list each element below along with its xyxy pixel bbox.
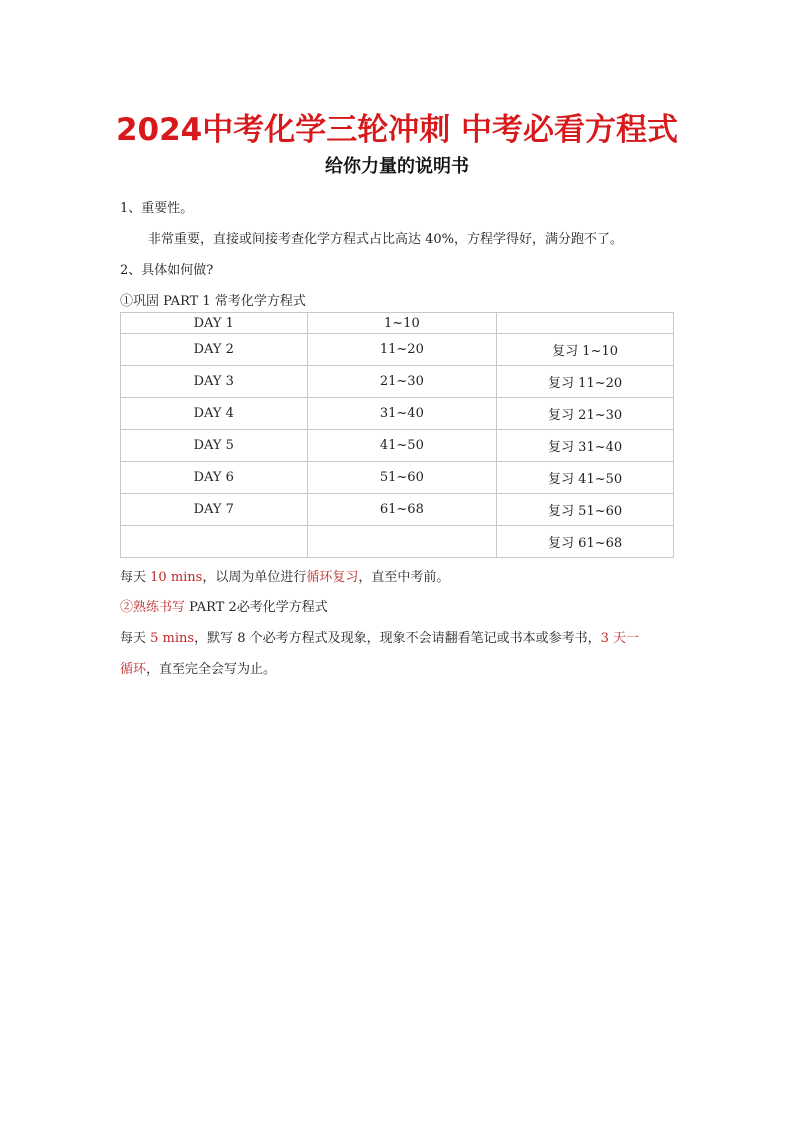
table-row <box>121 313 674 334</box>
part2-number: ② <box>120 600 134 615</box>
table-cell-day: DAY 2 <box>121 334 308 366</box>
part2-note-text: 每天 <box>120 631 151 646</box>
section1-body: 非常重要，直接或间接考查化学方程式占比高达 40%，方程学得好，满分跑不了。 <box>148 232 624 247</box>
daily-note-highlight: 循环复习 <box>306 570 359 585</box>
part2-note-line2 <box>120 658 276 677</box>
table-cell-range: 31~40 <box>307 398 497 430</box>
section2-heading: 2、具体如何做? <box>120 263 214 278</box>
daily-note-text: ，直至中考前。 <box>358 570 450 585</box>
part2-highlight: 熟练书写 <box>133 600 186 615</box>
part2-note-duration: 5 mins <box>150 631 195 646</box>
table-cell-range <box>307 526 497 558</box>
table-cell-review: 复习 11~20 <box>497 366 674 398</box>
table-cell-range: 21~30 <box>307 366 497 398</box>
table-cell-day: DAY 5 <box>121 430 308 462</box>
part2-note-text: ，直至完全会写为止。 <box>146 662 277 677</box>
table-row <box>121 462 674 494</box>
table-row <box>121 494 674 526</box>
table-cell-review: 复习 51~60 <box>497 494 674 526</box>
daily-note-duration: 10 mins <box>150 570 203 585</box>
part2-note-cycle-end: 循环 <box>120 662 147 677</box>
table-row <box>121 366 674 398</box>
part2-note-line1 <box>120 627 639 646</box>
table-cell-day: DAY 7 <box>121 494 308 526</box>
table-row <box>121 334 674 366</box>
table-cell-day: DAY 6 <box>121 462 308 494</box>
table-cell-review: 复习 61~68 <box>497 526 674 558</box>
table-cell-range: 11~20 <box>307 334 497 366</box>
table-row <box>121 526 674 558</box>
table-cell-review: 复习 1~10 <box>497 334 674 366</box>
table-row <box>121 430 674 462</box>
table-cell-review <box>497 313 674 334</box>
table-cell-range: 1~10 <box>307 313 497 334</box>
table-cell-range: 61~68 <box>307 494 497 526</box>
table-cell-range: 41~50 <box>307 430 497 462</box>
table-cell-day: DAY 4 <box>121 398 308 430</box>
part2-note-text: ，默写 8 个必考方程式及现象，现象不会请翻看笔记或书本或参考书， <box>194 631 601 646</box>
page-subtitle: 给你力量的说明书 <box>325 156 469 177</box>
table-cell-review: 复习 21~30 <box>497 398 674 430</box>
part2-note-cycle: 3 天一 <box>600 631 640 646</box>
daily-note-text: ，以周为单位进行 <box>202 570 307 585</box>
table-cell-day: DAY 1 <box>121 313 308 334</box>
table-cell-review: 复习 31~40 <box>497 430 674 462</box>
part1-heading: ①巩固 PART 1 常考化学方程式 <box>120 294 306 309</box>
part2-heading <box>120 596 328 615</box>
page-title: 2024中考化学三轮冲刺 中考必看方程式 <box>115 112 679 148</box>
table-cell-day: DAY 3 <box>121 366 308 398</box>
section1-heading: 1、重要性。 <box>120 201 194 216</box>
study-plan-table <box>120 312 674 558</box>
daily-note-text: 每天 <box>120 570 151 585</box>
table-cell-day <box>121 526 308 558</box>
table-row <box>121 398 674 430</box>
part2-text: PART 2必考化学方程式 <box>185 600 328 615</box>
daily-note <box>120 566 449 585</box>
table-cell-review: 复习 41~50 <box>497 462 674 494</box>
table-cell-range: 51~60 <box>307 462 497 494</box>
